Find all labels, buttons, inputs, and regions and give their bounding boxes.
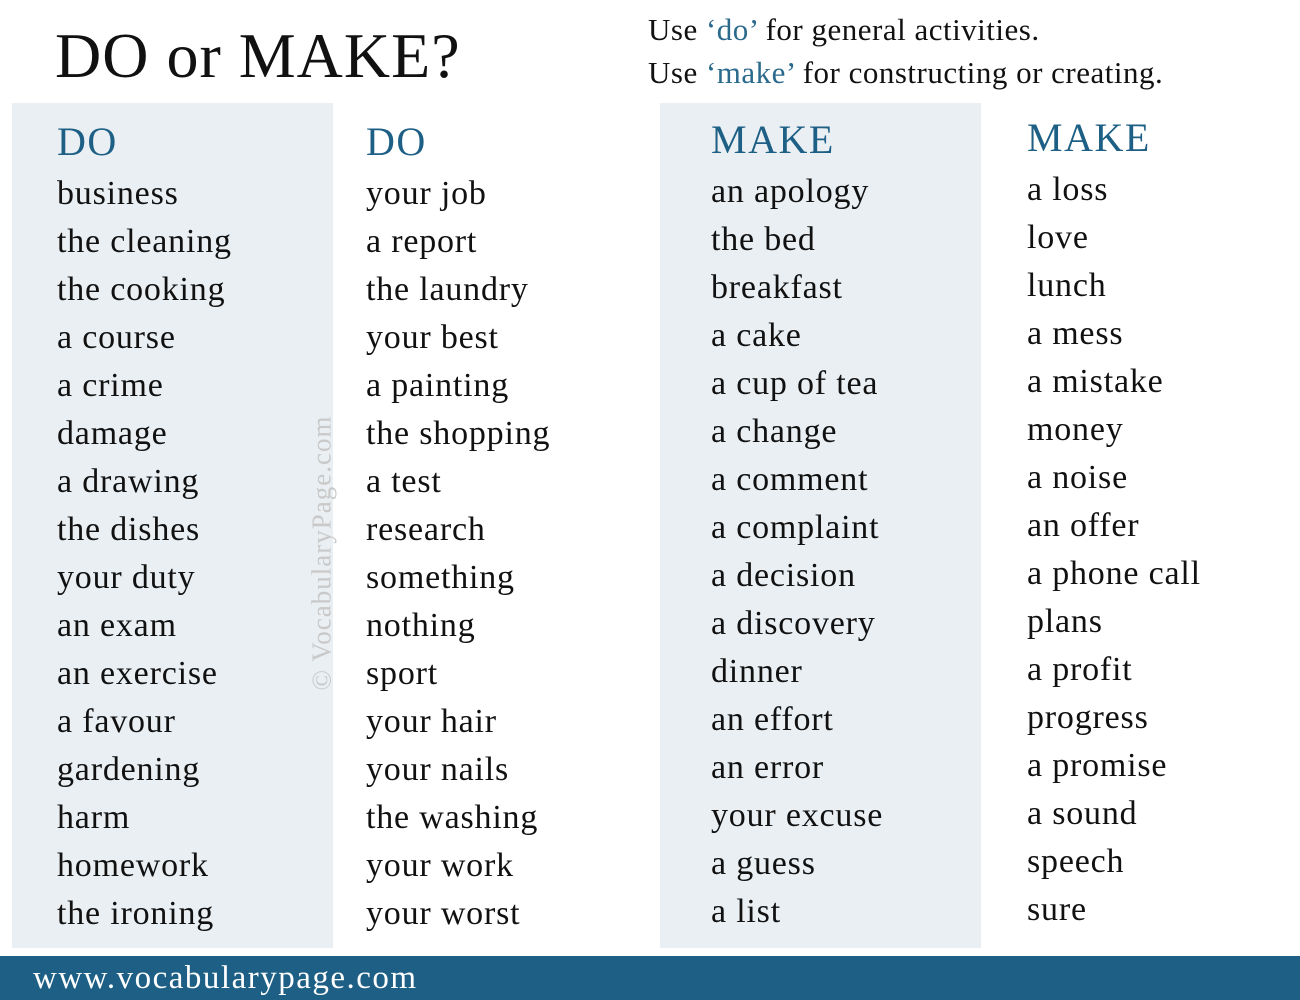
collocation-item: the bed [711,221,816,258]
collocation-item: the cooking [57,271,226,308]
collocation-list [1027,166,1201,934]
make-column-2 [1027,116,1201,934]
collocation-item: a noise [1027,459,1128,496]
collocation-item: your best [366,319,499,356]
collocation-item: plans [1027,603,1103,640]
collocation-item: a cake [711,317,802,354]
collocation-item: research [366,511,486,548]
column-heading: MAKE [711,117,835,162]
collocation-item: breakfast [711,269,843,306]
collocation-item: a course [57,319,176,356]
collocation-item: the washing [366,799,539,836]
collocation-list [711,168,883,936]
collocation-item: progress [1027,699,1149,736]
collocation-item: love [1027,219,1089,256]
collocation-list [57,170,232,938]
collocation-item: a list [711,893,781,930]
collocation-item: sport [366,655,438,692]
collocation-item: your duty [57,559,196,596]
collocation-list [366,170,550,938]
rule-make-prefix: Use [648,55,706,90]
collocation-item: a drawing [57,463,200,500]
make-column-1 [711,118,883,936]
collocation-item: something [366,559,515,596]
collocation-item: a crime [57,367,164,404]
collocation-item: damage [57,415,168,452]
collocation-item: homework [57,847,209,884]
collocation-item: money [1027,411,1124,448]
collocation-item: the ironing [57,895,215,932]
collocation-item: gardening [57,751,201,788]
collocation-item: a profit [1027,651,1133,688]
collocation-item: your worst [366,895,521,932]
collocation-item: a discovery [711,605,876,642]
website-link[interactable]: www.vocabularypage.com [33,960,418,996]
collocation-item: a report [366,223,478,260]
collocation-item: your job [366,175,487,212]
rule-do-text: for general activities. [757,12,1040,47]
do-column-2 [366,120,550,938]
collocation-item: a loss [1027,171,1109,208]
column-heading: DO [57,119,118,164]
collocation-item: a mistake [1027,363,1164,400]
collocation-item: a painting [366,367,510,404]
collocation-item: lunch [1027,267,1107,304]
collocation-item: your hair [366,703,497,740]
collocation-item: nothing [366,607,476,644]
page-title: DO or MAKE? [55,20,461,91]
collocation-item: an apology [711,173,870,210]
collocation-item: harm [57,799,131,836]
collocation-item: dinner [711,653,803,690]
collocation-item: a change [711,413,838,450]
collocation-item: your excuse [711,797,884,834]
collocation-item: a phone call [1027,555,1201,592]
column-heading: DO [366,119,427,164]
usage-rules [648,8,1163,94]
collocation-item: a favour [57,703,176,740]
collocation-item: your work [366,847,514,884]
collocation-item: an offer [1027,507,1140,544]
collocation-item: the shopping [366,415,551,452]
collocation-item: business [57,175,179,212]
collocation-item: the dishes [57,511,201,548]
footer-bar [0,956,1300,1000]
collocation-item: an error [711,749,825,786]
collocation-item: an effort [711,701,834,738]
column-heading: MAKE [1027,115,1151,160]
collocation-item: a cup of tea [711,365,879,402]
rule-do-keyword: ‘do’ [705,12,758,47]
collocation-item: the cleaning [57,223,232,260]
collocation-item: sure [1027,891,1087,928]
collocation-item: a comment [711,461,869,498]
collocation-item: a guess [711,845,816,882]
rule-make [648,51,1163,94]
collocation-item: a sound [1027,795,1138,832]
collocation-item: a test [366,463,442,500]
collocation-item: an exam [57,607,177,644]
collocation-item: speech [1027,843,1125,880]
rule-do-prefix: Use [648,12,706,47]
collocation-item: your nails [366,751,510,788]
rule-make-keyword: ‘make’ [705,55,795,90]
collocation-item: a promise [1027,747,1168,784]
collocation-item: a decision [711,557,856,594]
collocation-item: the laundry [366,271,529,308]
copyright-watermark: © VocabularyPage.com [306,415,337,691]
collocation-item: an exercise [57,655,218,692]
rule-do [648,8,1163,51]
do-column-1 [57,120,232,938]
collocation-item: a complaint [711,509,880,546]
collocation-item: a mess [1027,315,1124,352]
rule-make-text: for constructing or creating. [794,55,1164,90]
